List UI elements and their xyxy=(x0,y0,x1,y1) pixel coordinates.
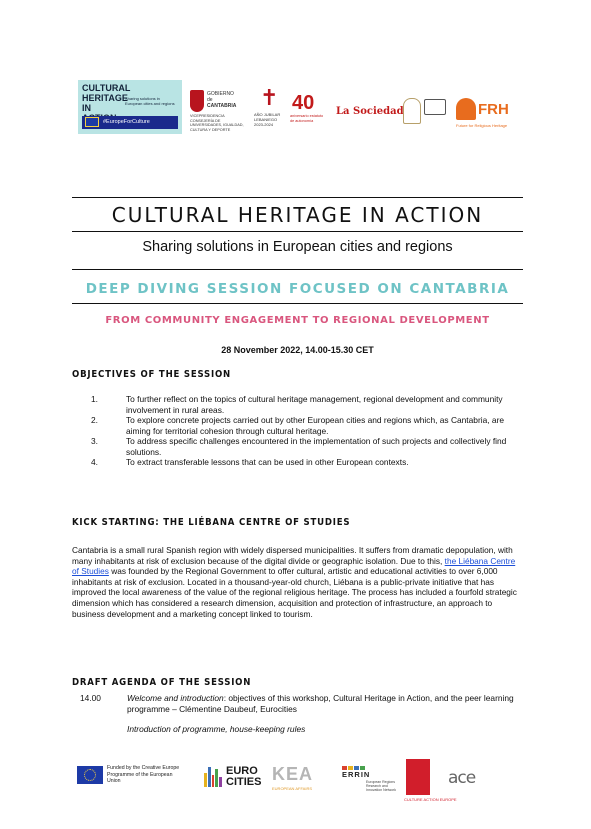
eurocities-logo-text xyxy=(226,766,261,788)
kickoff-text-after: was founded by the Regional Government to offer cultural, artistic and educational activities to over 6,000 inhabitants at risk of exclusion. Located in a thousand-year-old church, Liébana is a public-private initiative that has improved the local awareness of the value of the regional religious heritage. The process has included a fourfold strategic dimension which has considered a research dimension, acquisition and protection of infrastructure, an approach to business development and a marketing concept linked to tourism. xyxy=(72,566,517,619)
agenda-description xyxy=(127,693,519,714)
liebana-centre-link[interactable]: the Liébana Centre of Studies xyxy=(72,555,516,577)
session-title: DEEP DIVING SESSION FOCUSED ON CANTABRIA xyxy=(85,281,510,297)
list-item xyxy=(72,394,524,415)
gobierno-de-cantabria-logo xyxy=(190,90,248,134)
frh-label: FRH xyxy=(478,101,509,118)
cantabria-shield-icon xyxy=(190,90,204,112)
page-title: CULTURAL HERITAGE IN ACTION xyxy=(111,203,484,227)
agenda-note: Introduction of programme, house-keeping rules xyxy=(127,724,306,734)
list-item xyxy=(72,457,524,468)
agenda-item-title: Welcome and introduction xyxy=(127,693,224,703)
culture-action-europe-sub: CULTURE ACTION EUROPE xyxy=(404,797,457,802)
agenda-time: 14.00 xyxy=(80,693,101,703)
chia-logo-hashtag-bar xyxy=(82,116,178,129)
list-item-text: To explore concrete projects carried out by other European cities and regions which, as Cantabria, are aiming for territorial cohesion through cultural heritage. xyxy=(126,415,505,436)
list-item-text: To extract transferable lessons that can be used in other European contexts. xyxy=(126,457,409,467)
list-item-number: 1. xyxy=(91,394,98,404)
list-item xyxy=(72,436,524,457)
list-item-text: To further reflect on the topics of cultural heritage management, regional development and community involvement in rural areas. xyxy=(126,394,503,415)
building-icon xyxy=(403,98,421,124)
kickoff-text-before: Cantabria is a small rural Spanish region with widely dispersed municipalities. It suffers from dramatic depopulation, with many inhabitants at risk of exclusion because of the digital divide or geographic isolation. Due to this, xyxy=(72,545,513,566)
frh-logo xyxy=(456,96,520,136)
agenda-heading: DRAFT AGENDA OF THE SESSION xyxy=(72,677,252,688)
la-sociedad-logo: La Sociedad xyxy=(336,106,404,117)
errin-logo: ERRIN xyxy=(342,770,371,779)
subtitle-rule xyxy=(72,269,523,270)
objectives-list xyxy=(72,394,524,468)
title-bottom-rule xyxy=(72,231,523,232)
jubilee-text: AÑO JUBILAR LEBANIEGO 2023-2024 xyxy=(254,112,281,127)
eu-flag-icon xyxy=(85,117,99,127)
objectives-heading: OBJECTIVES OF THE SESSION xyxy=(72,369,232,380)
eurocities-line1: EURO xyxy=(226,765,258,777)
kickoff-paragraph xyxy=(72,545,524,619)
session-rule xyxy=(72,303,523,304)
institution-icon xyxy=(424,99,446,115)
cross-icon: ✝ xyxy=(260,86,279,111)
list-item-number: 4. xyxy=(91,457,98,467)
kea-sub: EUROPEAN AFFAIRS xyxy=(272,786,313,791)
forty-anniversary-logo xyxy=(290,92,326,132)
kea-logo: KEA xyxy=(272,764,314,784)
list-item-number: 3. xyxy=(91,436,98,446)
eurocities-line2: CITIES xyxy=(226,776,262,788)
agenda-item-desc: : objectives of this workshop, Cultural Heritage in Action, and the peer learning programme – Clémentine Daubeuf, Eurocities xyxy=(127,693,514,714)
culture-action-europe-logo xyxy=(406,759,430,795)
chia-logo-title: CULTURAL HERITAGE IN xyxy=(82,83,131,113)
cantabria-line5: CONSEJERÍA DE UNIVERSIDADES, IGUALDAD, CULTURA Y DEPORTE xyxy=(190,118,244,132)
cantabria-line1: GOBIERNO xyxy=(207,91,234,97)
kickoff-heading: KICK STARTING: THE LIÉBANA CENTRE OF STUDIES xyxy=(72,517,351,528)
cultural-heritage-in-action-logo xyxy=(78,80,182,134)
focus-title: FROM COMMUNITY ENGAGEMENT TO REGIONAL DEVELOPMENT xyxy=(105,315,490,326)
list-item xyxy=(72,415,524,436)
eurocities-bars-icon xyxy=(204,767,222,787)
list-item-number: 2. xyxy=(91,415,98,425)
session-date: 28 November 2022, 14.00-15.30 CET xyxy=(221,345,374,355)
title-top-rule xyxy=(72,197,523,198)
jubilee-year-logo xyxy=(254,88,284,134)
forty-sub: aniversario estatuto de autonomía xyxy=(290,114,324,123)
page-subtitle: Sharing solutions in European cities and regions xyxy=(142,239,453,255)
forty-number: 40 xyxy=(292,92,315,114)
chia-hashtag: #EuropeForCulture xyxy=(103,119,150,125)
cantabria-line3: CANTABRIA xyxy=(207,103,237,109)
creative-europe-funding-text: Funded by the Creative Europe Programme of the European Union xyxy=(107,765,180,784)
errin-sub: European Regions Research and Innovation Network xyxy=(366,780,396,792)
cantabria-line4: VICEPRESIDENCIA xyxy=(190,114,225,118)
cantabria-line2: de xyxy=(207,97,213,103)
eu-flag-icon xyxy=(77,766,103,784)
frh-sub: Future for Religious Heritage xyxy=(456,123,508,128)
church-icon xyxy=(456,98,476,120)
list-item-text: To address specific challenges encountered in the implementation of such projects and collectively find solutions. xyxy=(126,436,507,457)
chia-logo-subtitle: Sharing solutions in European cities and regions xyxy=(125,96,175,106)
ace-logo: ace xyxy=(448,768,476,788)
